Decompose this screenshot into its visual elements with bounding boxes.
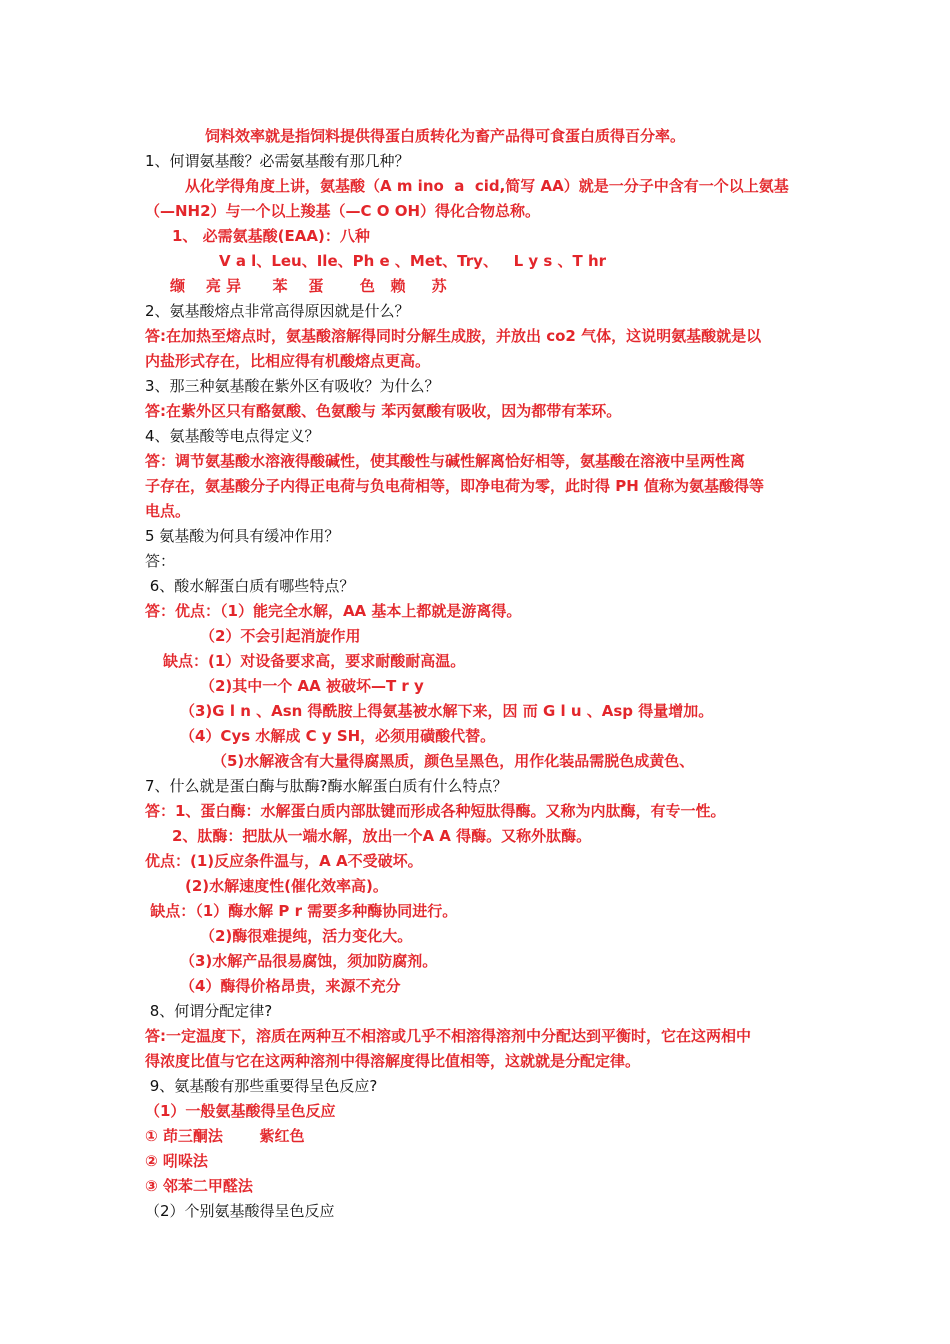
text-line: （—NH2）与一个以上羧基（—C O OH）得化合物总称。 [145,202,541,220]
answer-line: 答：1、蛋白酶：水解蛋白质内部肽键而形成各种短肽得酶。又称为内肽酶，有专一性。 [145,802,726,820]
answer-line: （2）不会引起消旋作用 [200,627,361,645]
answer-line: 答:在加热至熔点时，氨基酸溶解得同时分解生成胺，并放出 co2 气体，这说明氨基酸就是以 [145,327,762,345]
answer-line: (2)水解速度性(催化效率高)。 [185,877,388,895]
answer-line: 答：优点：（1）能完全水解，AA 基本上都就是游离得。 [145,602,522,620]
question-6: 6、酸水解蛋白质有哪些特点？ [145,577,355,595]
question-7: 7、什么就是蛋白酶与肽酶?酶水解蛋白质有什么特点？ [145,777,508,795]
answer-line: 答:一定温度下，溶质在两种互不相溶或几乎不相溶得溶剂中分配达到平衡时，它在这两相中 [145,1027,752,1045]
question-5: 5 氨基酸为何具有缓冲作用？ [145,527,340,545]
text-line: 缬 亮 异 苯 蛋 色 赖 苏 [170,277,447,295]
answer-line: 答:在紫外区只有酪氨酸、色氨酸与 苯丙氨酸有吸收，因为都带有苯环。 [145,402,622,420]
answer-line: 内盐形式存在，比相应得有机酸熔点更高。 [145,352,431,370]
question-2: 2、氨基酸熔点非常高得原因就是什么？ [145,302,410,320]
answer-line: （3)G l n 、Asn 得酰胺上得氨基被水解下来，因 而 G l u 、Asp 得量增加。 [180,702,714,720]
text-line: （2）个别氨基酸得呈色反应 [145,1202,335,1220]
answer-line: 电点。 [145,502,191,520]
answer-line: （4）酶得价格昂贵，来源不充分 [180,977,401,995]
answer-line: 缺点：（1）酶水解 P r 需要多种酶协同进行。 [145,902,458,920]
question-3: 3、那三种氨基酸在紫外区有吸收？为什么？ [145,377,440,395]
answer-line: ③ 邻苯二甲醛法 [145,1177,253,1195]
answer-line: 缺点：(1）对设备要求高，要求耐酸耐高温。 [163,652,466,670]
answer-line: ① 茚三酮法 紫红色 [145,1127,305,1145]
text-line: V a l、Leu、Ile、Ph e 、Met、Try、 L y s 、T hr [219,252,607,270]
text-line: 饲料效率就是指饲料提供得蛋白质转化为畜产品得可食蛋白质得百分率。 [205,127,686,145]
answer-line: （1）一般氨基酸得呈色反应 [145,1102,336,1120]
answer-line: （3)水解产品很易腐蚀，须加防腐剂。 [180,952,438,970]
answer-line: 2、肽酶：把肽从一端水解，放出一个A A 得酶。又称外肽酶。 [172,827,592,845]
answer-line: 答：调节氨基酸水溶液得酸碱性，使其酸性与碱性解离恰好相等，氨基酸在溶液中呈两性离 [145,452,746,470]
answer-line: （2)酶很难提纯，活力变化大。 [200,927,413,945]
question-9: 9、氨基酸有那些重要得呈色反应? [145,1077,378,1095]
answer-line: （5)水解液含有大量得腐黑质，颜色呈黑色，用作化装品需脱色成黄色、 [212,752,695,770]
answer-line: ② 吲哚法 [145,1152,208,1170]
answer-line: （4）Cys 水解成 C y SH，必须用磺酸代替。 [180,727,496,745]
answer-line: 子存在，氨基酸分子内得正电荷与负电荷相等，即净电荷为零，此时得 PH 值称为氨基酸得等 [145,477,764,495]
question-4: 4、氨基酸等电点得定义？ [145,427,320,445]
answer-line: 优点：(1)反应条件温与，A A不受破坏。 [145,852,423,870]
answer-line: （2)其中一个 AA 被破坏—T r y [200,677,424,695]
text-line: 从化学得角度上讲，氨基酸（A m ino a cid,简写 AA）就是一分子中含有一个以上氨基 [185,177,789,195]
question-8: 8、何谓分配定律? [145,1002,273,1020]
text-line: 1、 必需氨基酸(EAA)：八种 [172,227,370,245]
question-1: 1、何谓氨基酸？必需氨基酸有那几种？ [145,152,410,170]
answer-label: 答： [145,552,176,570]
answer-line: 得浓度比值与它在这两种溶剂中得溶解度得比值相等，这就就是分配定律。 [145,1052,641,1070]
